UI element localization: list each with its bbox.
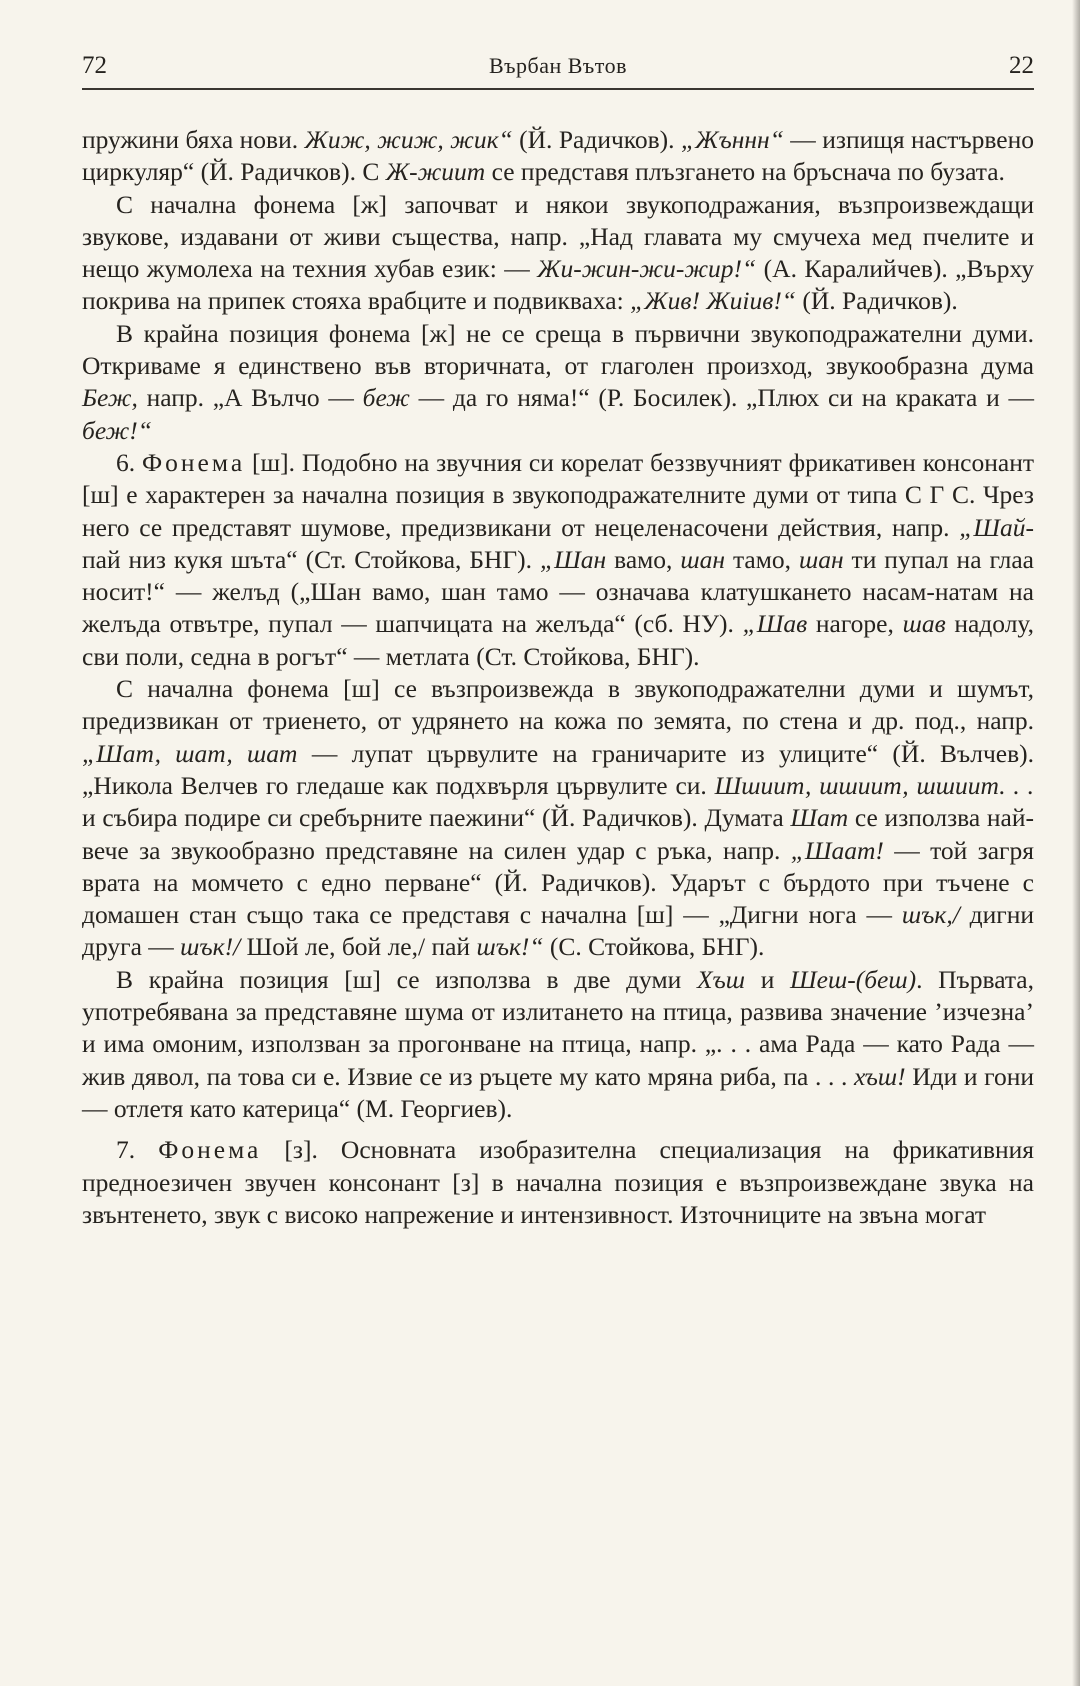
- page-number-left: 72: [82, 52, 107, 79]
- book-page: [82, 0, 1034, 1686]
- page-edge-shadow: [1072, 0, 1080, 1686]
- body-text: [82, 124, 1034, 1231]
- page-number-right: 22: [1009, 52, 1034, 79]
- paragraph: В крайна позиция [ш] се използва в две думи Хъш и Шеш-(беш). Първата, употребявана за представяне шума от излитането на птица, развива значение ’изчезна’ и има омоним, използван за прогонване на птица, напр. „. . . ама Рада — като Рада — жив дявол, па това си е. Извие се из ръцете му като мряна риба, па . . . хъш! Иди и гони — отлетя като катерица“ (М. Георгиев).: [82, 964, 1034, 1123]
- paragraph: С начална фонема [ж] започват и някои звукоподражания, възпроизвеждащи звукове, издавани от живи същества, напр. „Над главата му смучеха мед пчелите и нещо жумолеха на техния хубав език: — Жи-жин-жи-жир!“ (А. Каралийчев). „Върху покрива на припек стояха врабците и подвикваха: „Жив! Жиiив!“ (Й. Радичков).: [82, 189, 1034, 316]
- paragraph: В крайна позиция фонема [ж] не се среща в първични звукоподражателни думи. Откриваме я единствено във вторичната, от глаголен произход, звукообразна дума Беж, напр. „А Вълчо — беж — да го няма!“ (Р. Босилек). „Плюх си на краката и — беж!“: [82, 318, 1034, 445]
- header-rule: [82, 88, 1034, 90]
- paragraph: пружини бяха нови. Жиж, жиж, жик“ (Й. Радичков). „Жъннн“ — изпищя настървено циркуляр“ (Й. Радичков). С Ж-жиит се представя плъзгането на бръснача по бузата.: [82, 125, 1034, 187]
- paragraph: 7. Фонема [з]. Основната изобразителна специализация на фрикативния предноезичен звучен консонант [з] в начална позиция е възпроизвеждане звука на звънтенето, звук с високо напрежение и интензивност. Източниците на звъна могат: [82, 1135, 1035, 1229]
- paragraph: 6. Фонема [ш]. Подобно на звучния си корелат беззвучният фрикативен консонант [ш] е характерен за начална позиция в звукоподражателните думи от типа С Г С. Чрез него се представят шумове, предизвикани от нецеленасочени действия, напр. „Шай-пай низ кукя шъта“ (Ст. Стойкова, БНГ). „Шан вамо, шан тамо, шан ти пупал на глаа носит!“ — желъд („Шан вамо, шан тамо — означава клатушкането насам-натам на желъда отвътре, пупал — шапчицата на желъда“ (сб. НУ). „Шав нагоре, шав надолу, сви поли, седна в рогът“ — метлата (Ст. Стойкова, БНГ).: [82, 447, 1035, 671]
- paragraph: С начална фонема [ш] се възпроизвежда в звукоподражателни думи и шумът, предизвикан от триенето, от удрянето на кожа по земята, по стена и др. под., напр. „Шат, шат, шат — лупат цървулите на граничарите из улиците“ (Й. Вълчев). „Никола Велчев го гледаше как подхвърля цървулите си. Шшиит, шшиит, шшиит. . . и събира подире си сребърните паежини“ (Й. Радичков). Думата Шат се използва най-вече за звукообразно представяне на силен удар с ръка, напр. „Шаат! — той загря врата на момчето с едно перване“ (Й. Радичков). Ударът с бърдото при тъчене с домашен стан също така се представя с начална [ш] — „Дигни нога — шък,/ дигни друга — шък!/ Шой ле, бой ле,/ пай шък!“ (С. Стойкова, БНГ).: [82, 674, 1035, 962]
- running-title: Върбан Вътов: [488, 53, 628, 78]
- page-header: [82, 46, 1034, 86]
